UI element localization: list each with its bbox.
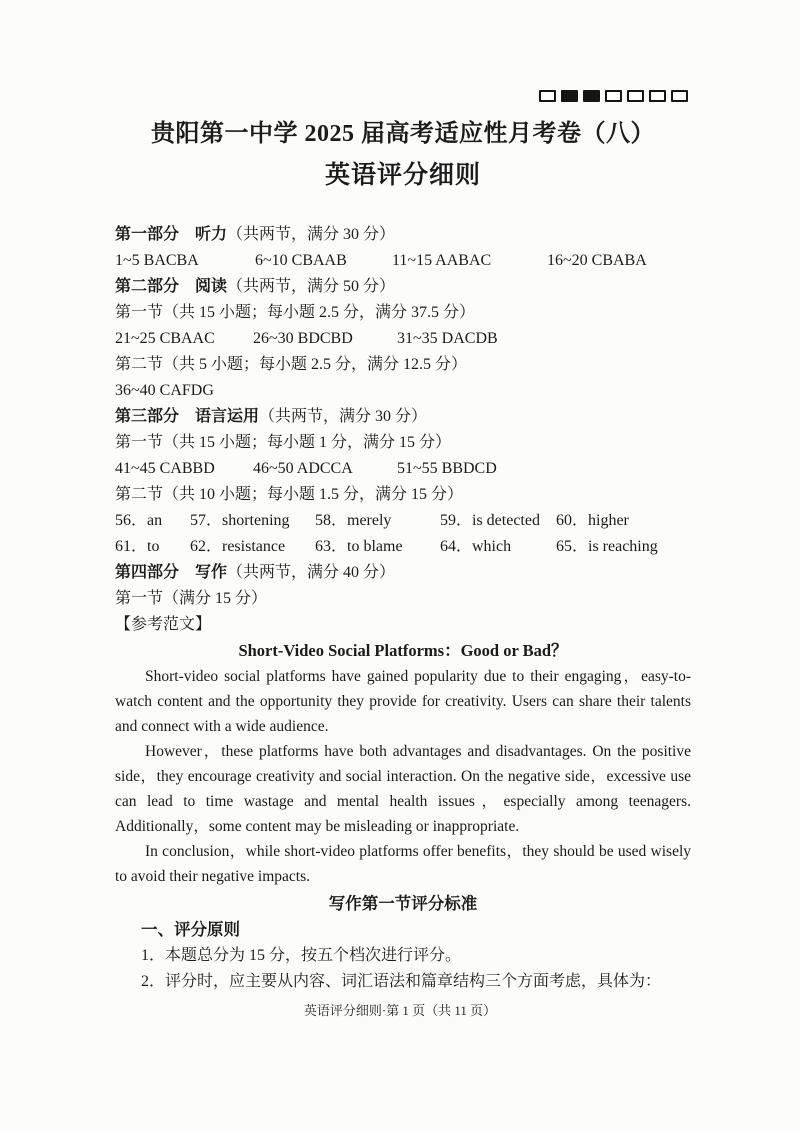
language-s2-answers-row2: [115, 534, 691, 560]
part1-heading-line: [115, 222, 691, 248]
part4-heading-note: （共两节，满分 40 分）: [227, 564, 396, 581]
answer-cell: 26~30 BDCBD: [253, 330, 353, 347]
part2-heading: 第二部分 阅读: [115, 278, 228, 295]
essay-paragraph: Short-video social platforms have gained popularity due to their engaging，easy-to-watch content and the opportunity they provide for creativity. Users can share their talents and connect with a wide audience.: [115, 668, 691, 735]
part3-section1-line: 第一节（共 15 小题；每小题 1 分，满分 15 分）: [115, 434, 452, 451]
scoring-item: 1．本题总分为 15 分，按五个档次进行评分。: [141, 947, 462, 964]
answer-cell: 16~20 CBABA: [547, 252, 647, 269]
part2-heading-note: （共两节，满分 50 分）: [227, 278, 396, 295]
model-essay-title: Short-Video Social Platforms：Good or Bad？: [238, 641, 568, 660]
part3-heading-note: （共两节，满分 30 分）: [259, 408, 428, 425]
essay-paragraph: In conclusion，while short-video platforms offer benefits，they should be used wisely to avoid their negative impacts.: [115, 843, 691, 885]
model-essay-section: [115, 612, 691, 889]
model-essay-label: 【参考范文】: [115, 616, 212, 633]
exam-title: 贵阳第一中学 2025 届高考适应性月考卷（八）: [151, 121, 655, 147]
exam-subtitle: 英语评分细则: [324, 162, 481, 189]
page-footer: 英语评分细则·第 1 页（共 11 页）: [303, 1003, 497, 1018]
part3-heading-line: [115, 404, 691, 430]
part3-heading: 第三部分 语言运用: [115, 408, 260, 425]
language-s1-answers-row: [115, 456, 691, 482]
answer-cell: 51~55 BBDCD: [397, 460, 497, 477]
scoring-principles-heading: 一、评分原则: [141, 920, 240, 939]
answer-cell: 62．resistance: [190, 538, 286, 555]
answer-cell: 31~35 DACDB: [397, 330, 498, 347]
scoring-item: 2．评分时，应主要从内容、词汇语法和篇章结构三个方面考虑，具体为：: [141, 973, 662, 990]
answer-cell: 61．to: [115, 538, 160, 555]
part2-heading-line: [115, 274, 691, 300]
answer-cell: 64．which: [440, 538, 512, 555]
part2-section2-line: 第二节（共 5 小题；每小题 2.5 分，满分 12.5 分）: [115, 356, 468, 373]
answer-cell: 21~25 CBAAC: [115, 330, 215, 347]
answer-cell: 56．an: [115, 512, 163, 529]
reading-s1-answers-row: [115, 326, 691, 352]
language-s2-answers-row1: [115, 508, 691, 534]
answer-cell: 11~15 AABAC: [392, 252, 492, 269]
scoring-standard-heading: 写作第一节评分标准: [328, 894, 478, 913]
answer-cell: 57．shortening: [190, 512, 290, 529]
answer-cell: 65．is reaching: [556, 538, 658, 555]
answer-cell: 46~50 ADCCA: [253, 460, 353, 477]
answer-key-section: [115, 222, 691, 612]
part2-section1-line: 第一节（共 15 小题；每小题 2.5 分，满分 37.5 分）: [115, 304, 476, 321]
document-content: [115, 0, 691, 995]
part1-heading: 第一部分 听力: [115, 226, 228, 243]
part1-heading-note: （共两节，满分 30 分）: [227, 226, 396, 243]
part4-heading-line: [115, 560, 691, 586]
part3-section2-line: 第二节（共 10 小题；每小题 1.5 分，满分 15 分）: [115, 486, 464, 503]
answer-cell: 58．merely: [315, 512, 392, 529]
answer-cell: 1~5 BACBA: [115, 252, 199, 269]
answer-cell: 59．is detected: [440, 512, 540, 529]
answer-cell: 60．higher: [556, 512, 629, 529]
part4-heading: 第四部分 写作: [115, 564, 228, 581]
part4-section1-line: 第一节（满分 15 分）: [115, 590, 268, 607]
essay-paragraph: However，these platforms have both advantages and disadvantages. On the positive side，they encourage creativity and social interaction. On the negative side，excessive use can lead to time wastage and mental health issues，especially among teenagers. Additionally，some content may be misleading or inappropriate.: [115, 743, 691, 835]
scoring-standard-section: [115, 891, 691, 995]
listening-answers-row: [115, 248, 691, 274]
answer-cell: 41~45 CABBD: [115, 460, 215, 477]
reading-s2-answers-row: 36~40 CAFDG: [115, 382, 214, 399]
answer-cell: 6~10 CBAAB: [255, 252, 347, 269]
answer-cell: 63．to blame: [315, 538, 403, 555]
